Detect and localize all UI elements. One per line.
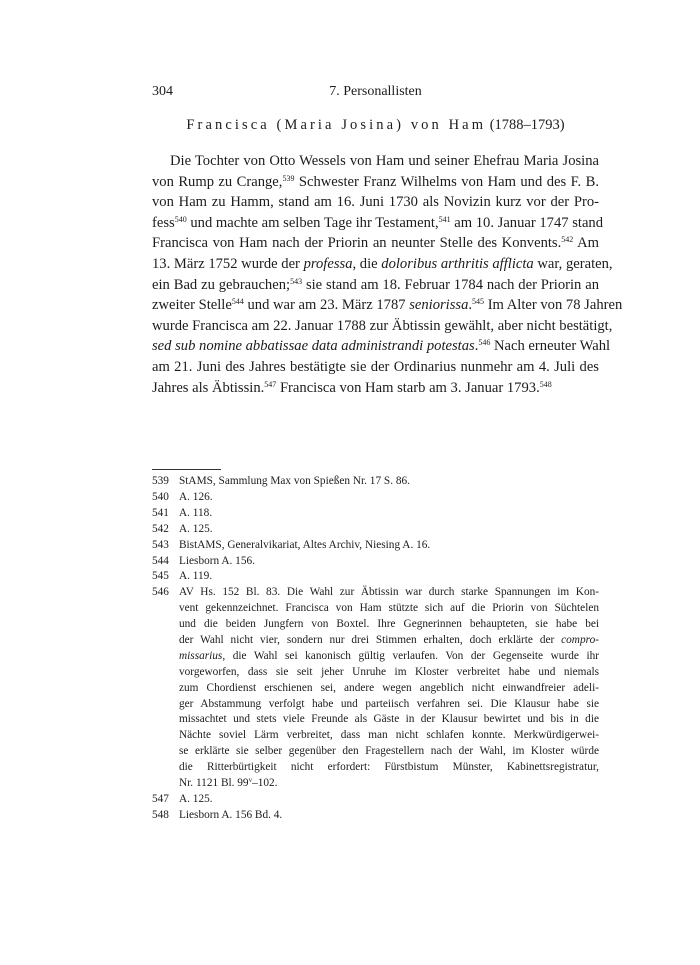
footnote-separator — [152, 469, 221, 470]
footnote — [152, 490, 599, 506]
footnote-line — [179, 585, 599, 601]
italic-text: professa — [303, 255, 353, 272]
footnote-text — [179, 585, 599, 792]
footnote-line — [179, 490, 599, 506]
footnote-ref: 539 — [282, 173, 295, 183]
body-line — [152, 378, 599, 399]
text-run: –102. — [252, 777, 278, 790]
body-line — [152, 336, 611, 357]
body-line — [152, 151, 599, 172]
footnote-line — [179, 633, 599, 649]
text-run: fess — [152, 214, 175, 231]
footnote-ref: 541 — [438, 214, 451, 224]
footnote-line — [179, 712, 599, 728]
footnote — [152, 522, 599, 538]
text-run: Die Tochter von Otto Wessels von Ham und seiner Ehefrau Maria Josina — [170, 153, 599, 169]
text-run: von Rump zu Crange, — [152, 173, 283, 190]
italic-text: compro- — [561, 634, 599, 647]
italic-text: doloribus arthritis afflicta — [381, 255, 534, 272]
footnote-ref: v — [248, 776, 253, 785]
footnote-line — [179, 601, 599, 617]
page-number: 304 — [152, 84, 173, 99]
text-run: Francisca von Ham nach der Priorin an neunter Stelle des Konvents. — [152, 235, 562, 252]
body-paragraph — [152, 151, 623, 398]
text-run: war, geraten, — [533, 255, 613, 272]
footnote-text — [179, 569, 599, 585]
footnote-number: 545 — [152, 570, 169, 583]
text-run: A. 119. — [179, 570, 213, 583]
section-title-name: Francisca (Maria Josina) von Ham — [186, 117, 487, 133]
footnote-line — [179, 776, 599, 792]
footnote-line — [179, 665, 599, 681]
text-run: StAMS, Sammlung Max von Spießen Nr. 17 S. 86. — [179, 475, 410, 487]
text-run: Am — [573, 235, 599, 252]
text-run: der Wahl nicht vier, sondern nur drei Stimmen erhalten, doch erklärte der — [179, 634, 562, 647]
body-line — [152, 213, 604, 234]
footnote-ref: 548 — [539, 379, 552, 389]
text-run: ein Bad zu gebrauchen; — [152, 276, 291, 293]
footnote — [152, 569, 599, 585]
text-run: ger Abstammung verfolgt habe und parteiisch verfahren sei. Die Klausur habe sie — [179, 697, 599, 710]
footnote — [152, 474, 599, 490]
text-run: am 21. Juni des Jahres bestätigte sie der Ordinarius nunmehr am 4. Juli des — [152, 358, 599, 375]
text-run: AV Hs. 152 Bl. 83. Die Wahl zur Äbtissin war durch starke Spannungen im Kon- — [179, 586, 599, 599]
footnote-number: 542 — [152, 522, 169, 535]
text-run: und die beiden Jungfern von Boxtel. Ihre Gegnerinnen behaupteten, sie habe bei — [179, 618, 599, 631]
footnote-number: 540 — [152, 490, 169, 503]
footnote-line — [179, 744, 599, 760]
footnote-line — [179, 538, 599, 554]
body-line — [152, 275, 599, 296]
text-run: und war am 23. März 1787 — [243, 297, 410, 314]
text-run: und machte am selben Tage ihr Testament, — [186, 214, 439, 231]
body-line — [152, 233, 599, 254]
footnote-line — [179, 569, 599, 585]
footnote — [152, 792, 599, 808]
footnote-text — [179, 506, 599, 522]
footnote-line — [179, 522, 599, 538]
footnote-text — [179, 490, 599, 506]
text-run: A. 125. — [179, 522, 213, 535]
text-run: A. 126. — [179, 490, 213, 503]
text-run: Im Alter von 78 Jahren — [484, 297, 623, 314]
text-run: . — [468, 297, 473, 314]
text-run: vent gekennzeichnet. Francisca von Ham stützte sich auf die Priorin von Süchtelen — [179, 602, 599, 615]
footnote-line — [179, 697, 599, 713]
footnote-number: 548 — [152, 808, 169, 821]
italic-text: seniorissa — [409, 297, 469, 314]
text-run: Nach erneuter Wahl — [490, 338, 611, 355]
text-run: die Ritterbürtigkeit nicht erfordert: Fürstbistum Münster, Kabinettsregistratur, — [179, 761, 599, 774]
body-line — [152, 295, 623, 316]
text-run: , die Wahl sei kanonisch gültig verlaufen. Von der Gegenseite wurde ihr — [222, 649, 599, 662]
footnote-line — [179, 760, 599, 776]
text-run: . — [474, 338, 479, 355]
footnote — [152, 554, 599, 570]
footnote — [152, 506, 599, 522]
footnote-number: 546 — [152, 586, 169, 599]
footnote-line — [179, 649, 599, 665]
text-run: se erklärte sie selber gegenüber den Fragestellern nach der Wahl, im Kloster würde — [179, 745, 599, 758]
footnote-line — [179, 808, 599, 824]
section-title — [152, 117, 599, 134]
text-run: vorgeworfen, dass sie seit jeher Unruhe im Kloster verbreitet habe und niemals — [179, 665, 599, 678]
footnote-text — [179, 474, 599, 490]
italic-text: sed sub nomine abbatissae data administrandi potestas — [152, 338, 475, 355]
footnote-text — [179, 522, 599, 538]
footnotes — [152, 474, 599, 824]
footnote-line — [179, 681, 599, 697]
body-line — [152, 172, 599, 193]
footnote-text — [179, 538, 599, 554]
footnote — [152, 585, 599, 792]
text-run: Schwester Franz Wilhelms von Ham und des F. B. — [294, 173, 599, 190]
text-run: am 10. Januar 1747 stand — [450, 214, 604, 231]
text-run: Nr. 1121 Bl. 99 — [179, 777, 249, 790]
text-run: Liesborn A. 156. — [179, 554, 255, 567]
footnote-line — [179, 728, 599, 744]
text-run: Jahres als Äbtissin. — [152, 379, 265, 396]
footnote-ref: 546 — [478, 338, 491, 348]
footnote-line — [179, 554, 599, 570]
footnote-text — [179, 554, 599, 570]
footnote-line — [179, 617, 599, 633]
italic-text: missarius — [179, 649, 223, 662]
text-run: 13. März 1752 wurde der — [152, 255, 304, 272]
text-run: BistAMS, Generalvikariat, Altes Archiv, Niesing A. 16. — [179, 538, 431, 551]
text-run: sie stand am 18. Februar 1784 nach der Priorin an — [302, 276, 599, 293]
text-run: Nächte soviel Lärm verbreitet, dass man nicht schlafen konnte. Merkwürdigerwei- — [179, 729, 599, 742]
footnote-ref: 540 — [174, 214, 187, 224]
footnote — [152, 808, 599, 824]
footnote-line — [179, 474, 599, 490]
footnote-line — [179, 506, 599, 522]
footnote-ref: 543 — [290, 276, 303, 286]
body-line — [152, 254, 613, 275]
footnote-line — [179, 792, 599, 808]
text-run: zum Chordienst erschienen sei, andere wegen angeblich nicht einwandfreier adeli- — [179, 681, 599, 694]
footnote-number: 541 — [152, 506, 169, 519]
body-line — [152, 316, 613, 337]
text-run: , die — [352, 255, 382, 272]
text-run: missachtet und stets viele Freunde als Gäste in der Klausur bewirtet und bis in die — [179, 713, 599, 726]
running-title: 7. Personallisten — [329, 84, 422, 99]
footnote — [152, 538, 599, 554]
text-run: Liesborn A. 156 Bd. 4. — [179, 808, 283, 821]
body-line — [152, 357, 599, 378]
text-run: Francisca von Ham starb am 3. Januar 1793. — [276, 379, 540, 396]
section-title-years: (1788–1793) — [489, 117, 565, 133]
footnote-ref: 545 — [472, 297, 485, 307]
footnote-number: 544 — [152, 554, 169, 567]
footnote-number: 547 — [152, 792, 169, 805]
footnote-text — [179, 808, 599, 824]
footnote-ref: 544 — [231, 297, 244, 307]
text-run: A. 118. — [179, 506, 213, 519]
body-line — [152, 192, 599, 213]
footnote-ref: 547 — [264, 379, 277, 389]
footnote-number: 539 — [152, 475, 169, 487]
text-run: zweiter Stelle — [152, 297, 232, 314]
footnote-ref: 542 — [561, 235, 574, 245]
text-run: A. 125. — [179, 792, 213, 805]
footnote-text — [179, 792, 599, 808]
text-run: wurde Francisca am 22. Januar 1788 zur Äbtissin gewählt, aber nicht bestätigt, — [152, 317, 613, 334]
footnote-number: 543 — [152, 538, 169, 551]
text-run: von Ham zu Hamm, stand am 16. Juni 1730 als Novizin kurz vor der Pro- — [152, 194, 599, 211]
